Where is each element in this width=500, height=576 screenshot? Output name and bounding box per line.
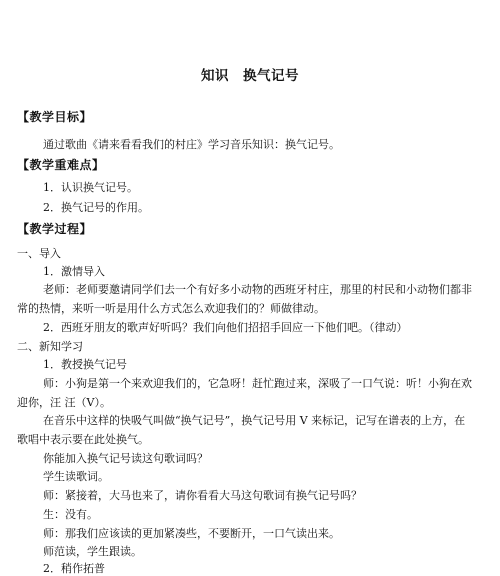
subsection-1-1: 1．激情导入 xyxy=(43,265,105,278)
paragraph-6: 师：紧接着，大马也来了，请你看看大马这句歌词有换气记号吗？ xyxy=(43,489,362,502)
paragraph-1-line-2: 常的热情，来听一听是用什么方式怎么欢迎我们的？师做律动。 xyxy=(17,302,325,315)
paragraph-7: 生：没有。 xyxy=(43,508,98,521)
paragraph-10: 2．稍作拓普 xyxy=(43,562,105,575)
paragraph-3-line-1: 在音乐中这样的快吸气叫做“换气记号”，换气记号用 V 来标记，记写在谱表的上方，在 xyxy=(43,414,466,427)
paragraph-8: 师：那我们应该读的更加紧凑些，不要断开，一口气读出来。 xyxy=(43,527,340,540)
paragraph-4: 你能加入换气记号读这句歌词吗？ xyxy=(43,452,208,465)
paragraph-9: 师范读，学生跟读。 xyxy=(43,545,142,558)
paragraph-2-line-1: 师：小狗是第一个来欢迎我们的，它急呀！赶忙跑过来，深吸了一口气说：听！小狗在欢 xyxy=(43,377,472,390)
paragraph-5: 学生读歌词。 xyxy=(43,470,109,483)
key-point-2: 2．换气记号的作用。 xyxy=(43,201,149,214)
subsection-2-1: 1．教授换气记号 xyxy=(43,358,127,371)
paragraph-2-line-2: 迎你，汪 汪（V）。 xyxy=(17,396,111,409)
section-introduction: 一、导入 xyxy=(17,247,61,260)
paragraph-3-line-2: 歌唱中表示要在此处换气。 xyxy=(17,433,149,446)
heading-teaching-objectives: 【教学目标】 xyxy=(17,110,93,124)
heading-teaching-process: 【教学过程】 xyxy=(17,222,93,236)
section-new-knowledge: 二、新知学习 xyxy=(17,340,83,353)
heading-key-points: 【教学重难点】 xyxy=(17,158,105,172)
objective-text: 通过歌曲《请来看看我们的村庄》学习音乐知识：换气记号。 xyxy=(43,138,340,151)
key-point-1: 1．认识换气记号。 xyxy=(43,181,138,194)
subsection-1-2: 2．西班牙朋友的歌声好听吗？我们向他们招招手回应一下他们吧。（律动） xyxy=(43,321,408,334)
document-title: 知识 换气记号 xyxy=(201,68,299,84)
paragraph-1-line-1: 老师：老师要邀请同学们去一个有好多小动物的西班牙村庄，那里的村民和小动物们都非 xyxy=(43,283,472,296)
